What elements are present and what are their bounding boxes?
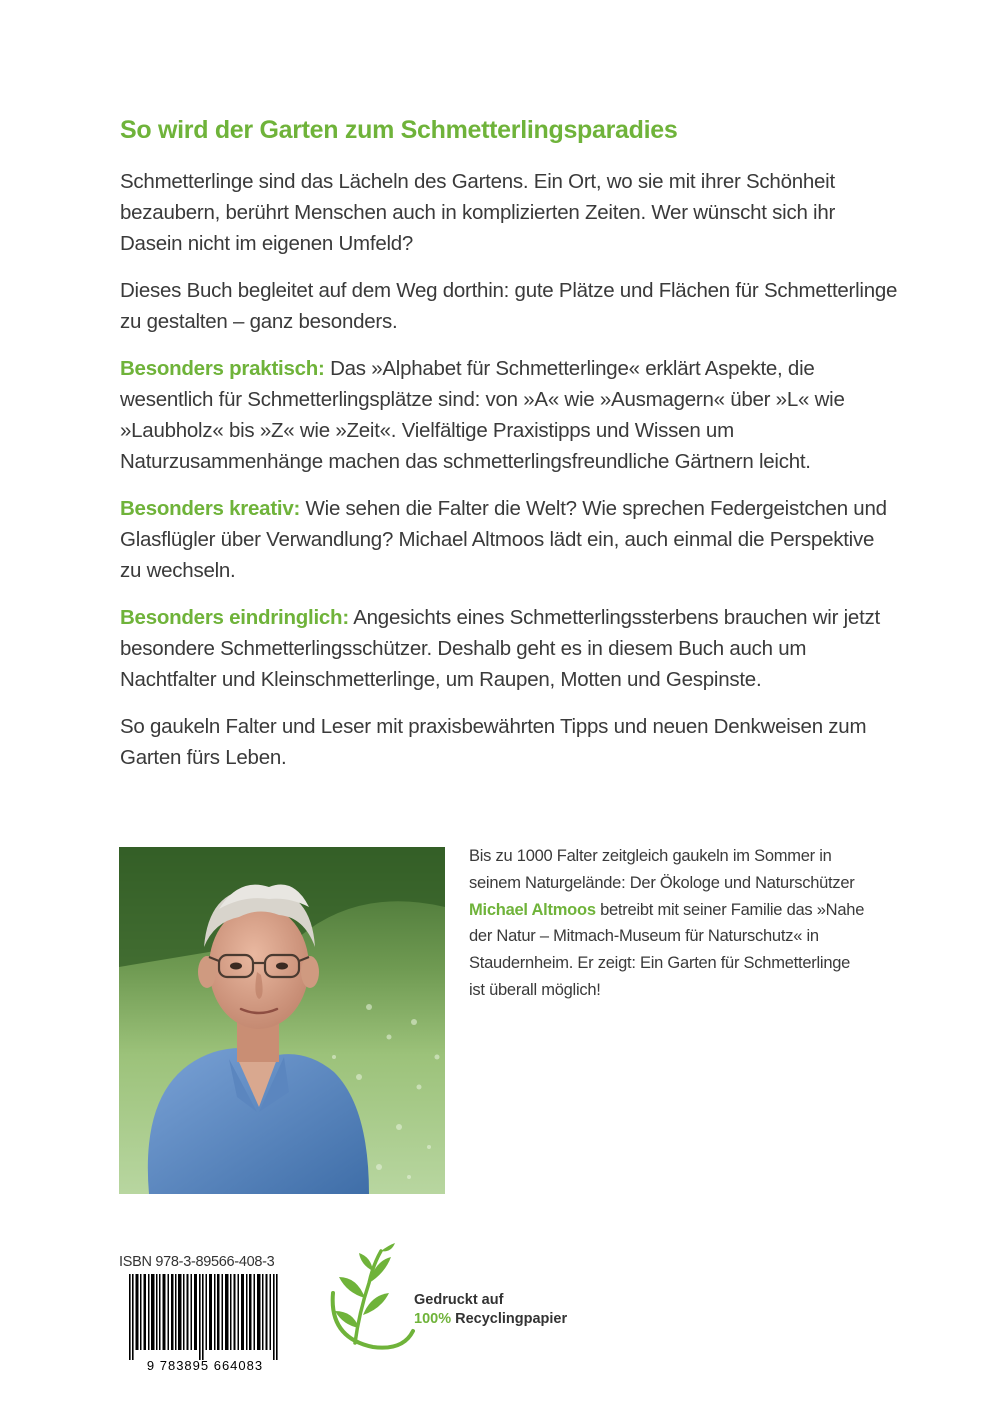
recycling-note <box>414 1291 567 1329</box>
bio-text-end: betreibt mit seiner Familie das »Nahe der Natur – Mitmach-Museum für Naturschutz« in Staudernheim. Er zeigt: Ein Garten für Schmetterlinge ist überall möglich! <box>469 900 865 999</box>
author-name: Michael Altmoos <box>469 900 596 919</box>
section-label: Besonders praktisch: <box>120 357 325 380</box>
barcode-digits: 9 783895 664083 <box>146 1358 264 1373</box>
section-text: Angesichts eines Schmetterlingssterbens brauchen wir jetzt besondere Schmetterlingsschützer. Deshalb geht es in diesem Buch auch um Nachtfalter und Kleinschmetterlinge, um Raupen, Motten und Gespinste. <box>120 606 880 691</box>
author-photo <box>119 847 445 1194</box>
isbn-label: ISBN 978-3-89566-408-3 <box>119 1254 275 1270</box>
leaf-plant-icon <box>325 1243 415 1353</box>
section-creative <box>120 493 900 586</box>
section-text: Wie sehen die Falter die Welt? Wie sprechen Federgeistchen und Glasflügler über Verwandlung? Michael Altmoos lädt ein, auch einmal die Perspektive zu wechseln. <box>120 497 887 582</box>
recycling-paper-label: Recyclingpapier <box>451 1311 568 1327</box>
section-text: Das »Alphabet für Schmetterlinge« erklärt Aspekte, die wesentlich für Schmetterlingsplätze sind: von »A« wie »Ausmagern« über »L« wie »Laubholz« bis »Z« wie »Zeit«. Vielfältige Praxistipps und Wissen um Naturzusammenhänge machen das schmetterlingsfreundliche Gärtnern leicht. <box>120 357 845 473</box>
journey-paragraph: Dieses Buch begleitet auf dem Weg dorthin: gute Plätze und Flächen für Schmetterlinge zu gestalten – ganz besonders. <box>120 279 898 333</box>
recycling-line-1: Gedruckt auf <box>414 1292 504 1308</box>
page-title: So wird der Garten zum Schmetterlingsparadies <box>120 116 678 144</box>
barcode <box>119 1274 291 1374</box>
author-bio <box>469 843 869 1004</box>
description-body <box>120 166 900 789</box>
author-portrait-illustration <box>119 847 445 1194</box>
bio-text-start: Bis zu 1000 Falter zeitgleich gaukeln im Sommer in seinem Naturgelände: Der Ökologe und Naturschützer <box>469 847 855 892</box>
recycling-percent: 100% <box>414 1311 452 1327</box>
closing-paragraph: So gaukeln Falter und Leser mit praxisbewährten Tipps und neuen Denkweisen zum Garten fürs Leben. <box>120 715 867 769</box>
section-urgent <box>120 602 900 695</box>
recycling-line-2 <box>414 1310 567 1329</box>
intro-paragraph: Schmetterlinge sind das Lächeln des Gartens. Ein Ort, wo sie mit ihrer Schönheit bezaubern, berührt Menschen auch in komplizierten Zeiten. Wer wünscht sich ihr Dasein nicht im eigenen Umfeld? <box>120 170 836 255</box>
section-label: Besonders kreativ: <box>120 497 301 520</box>
section-practical <box>120 353 900 477</box>
section-label: Besonders eindringlich: <box>120 606 349 629</box>
